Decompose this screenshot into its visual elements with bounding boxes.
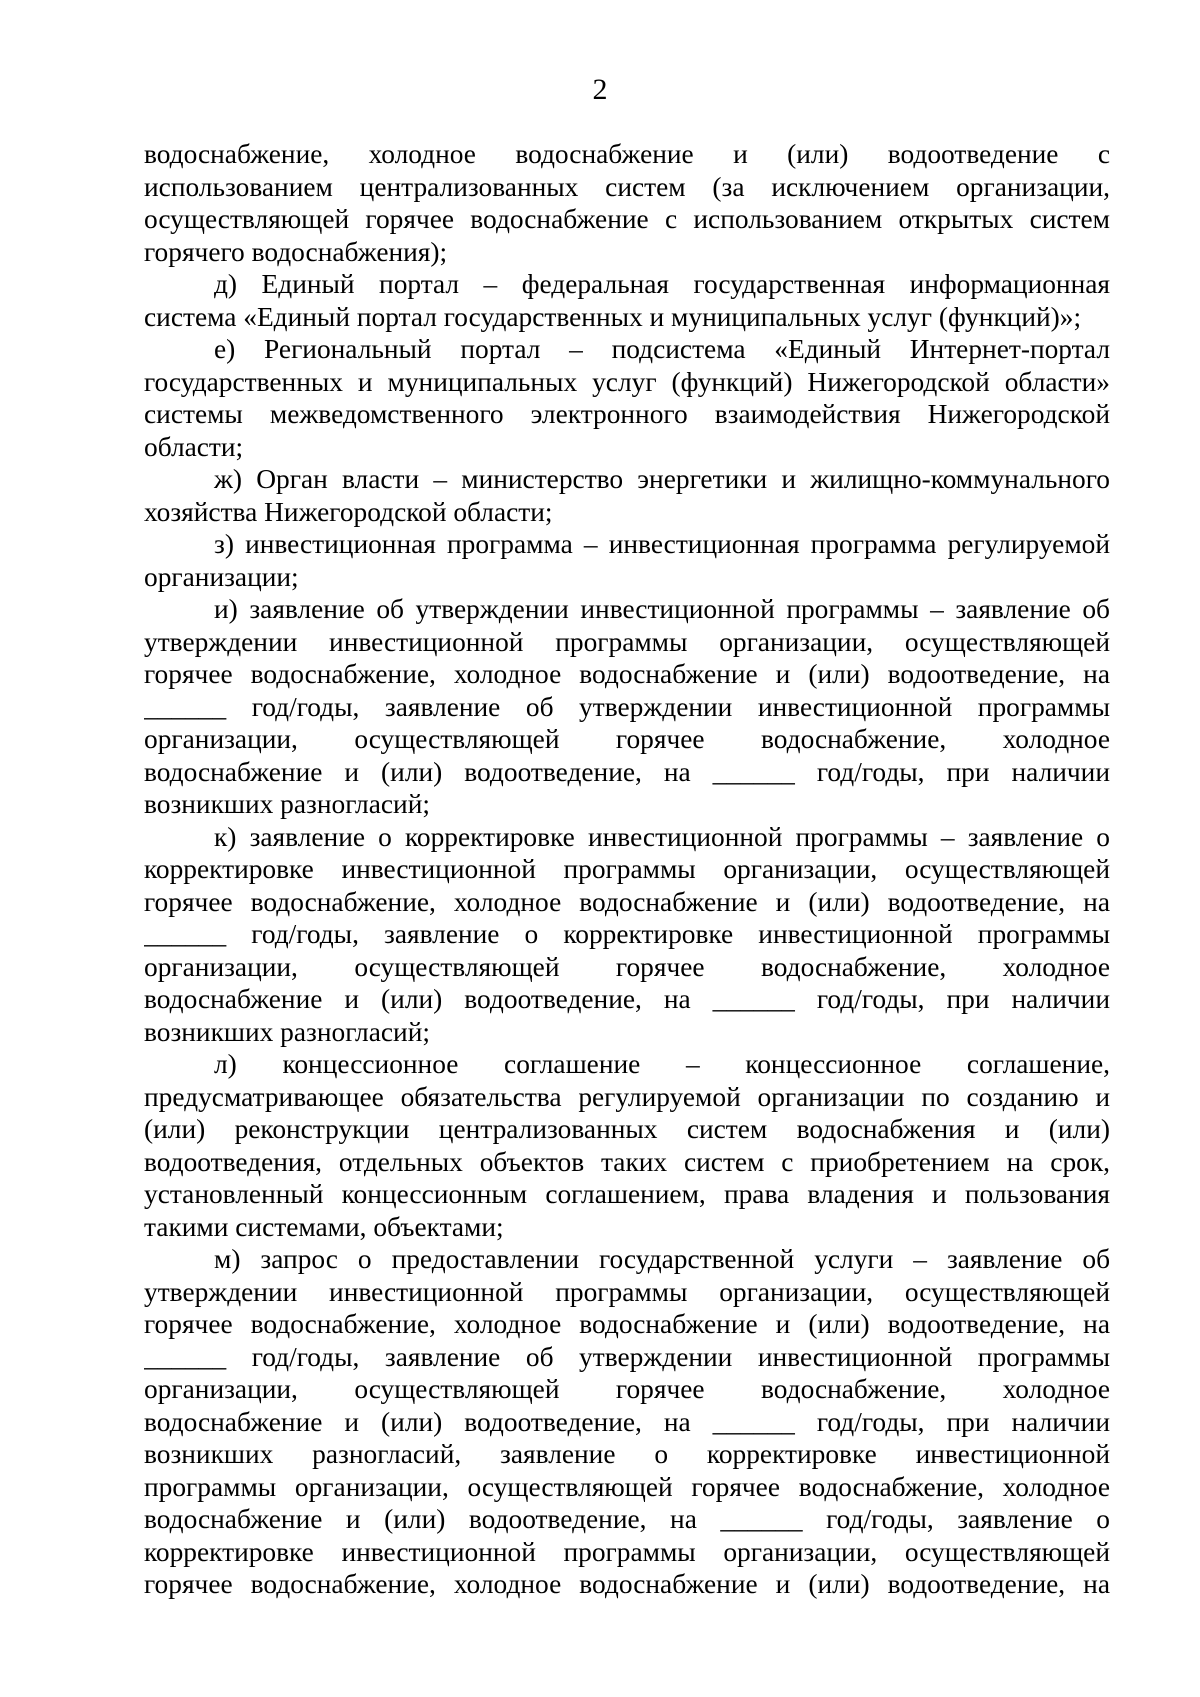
text-line: утверждении инвестиционной программы организации, осуществляющей — [144, 626, 1110, 657]
text-line: л) концессионное соглашение – концессионное соглашение, — [214, 1049, 1110, 1079]
text-line: ж) Орган власти – министерство энергетики и жилищно-коммунального — [214, 464, 1110, 494]
text-line: к) заявление о корректировке инвестиционной программы – заявление о — [214, 821, 1110, 852]
text-line: организации; — [144, 561, 299, 592]
text-line: области; — [144, 431, 244, 462]
text-line: организации, осуществляющей горячее водоснабжение, холодное — [144, 951, 1110, 982]
text-line: ______ год/годы, заявление о корректировке инвестиционной программы — [144, 919, 1110, 949]
text-line: ______ год/годы, заявление об утверждении инвестиционной программы — [144, 1341, 1110, 1372]
text-line: е) Региональный портал – подсистема «Единый Интернет-портал — [214, 334, 1110, 364]
text-line: возникших разногласий; — [144, 789, 430, 819]
text-line: з) инвестиционная программа – инвестиционная программа регулируемой — [214, 529, 1110, 559]
text-line: корректировке инвестиционной программы организации, осуществляющей — [144, 854, 1110, 884]
text-line: горячее водоснабжение, холодное водоснабжение и (или) водоотведение, на — [144, 1569, 1110, 1599]
text-line: водоснабжение, холодное водоснабжение и (или) водоотведение с — [144, 139, 1110, 169]
text-line: система «Единый портал государственных и муниципальных услуг (функций)»; — [144, 301, 1082, 332]
text-line: водоснабжение и (или) водоотведение, на ______ год/годы, заявление о — [144, 1504, 1110, 1534]
text-line: водоснабжение и (или) водоотведение, на ______ год/годы, при наличии — [144, 984, 1110, 1014]
text-line: организации, осуществляющей горячее водоснабжение, холодное — [144, 1374, 1110, 1404]
document-body — [144, 138, 1110, 1601]
text-line: водоснабжение и (или) водоотведение, на ______ год/годы, при наличии — [144, 1406, 1110, 1437]
text-line: государственных и муниципальных услуг (функций) Нижегородской области» — [144, 366, 1110, 397]
text-line: системы межведомственного электронного взаимодействия Нижегородской — [144, 399, 1110, 429]
text-line: программы организации, осуществляющей горячее водоснабжение, холодное — [144, 1471, 1110, 1502]
text-line: ______ год/годы, заявление об утверждении инвестиционной программы — [144, 691, 1110, 722]
text-line: м) запрос о предоставлении государственной услуги – заявление об — [214, 1244, 1110, 1274]
text-line: д) Единый портал – федеральная государственная информационная — [214, 269, 1110, 299]
text-line: горячее водоснабжение, холодное водоснабжение и (или) водоотведение, на — [144, 1309, 1110, 1339]
text-line: горячего водоснабжения); — [144, 236, 448, 267]
text-line: горячее водоснабжение, холодное водоснабжение и (или) водоотведение, на — [144, 886, 1110, 917]
text-line: возникших разногласий, заявление о корректировке инвестиционной — [144, 1439, 1110, 1469]
text-line: организации, осуществляющей горячее водоснабжение, холодное — [144, 724, 1110, 754]
text-line: хозяйства Нижегородской области; — [144, 496, 553, 527]
text-line: предусматривающее обязательства регулируемой организации по созданию и — [144, 1081, 1110, 1112]
text-line: утверждении инвестиционной программы организации, осуществляющей — [144, 1276, 1110, 1307]
text-line: водоснабжение и (или) водоотведение, на ______ год/годы, при наличии — [144, 756, 1110, 787]
text-line: корректировке инвестиционной программы организации, осуществляющей — [144, 1536, 1110, 1567]
text-line: возникших разногласий; — [144, 1016, 430, 1047]
text-line: и) заявление об утверждении инвестиционной программы – заявление об — [214, 594, 1110, 624]
text-line: (или) реконструкции централизованных систем водоснабжения и (или) — [144, 1114, 1110, 1144]
text-line: установленный концессионным соглашением, права владения и пользования — [144, 1179, 1110, 1209]
text-line: горячее водоснабжение, холодное водоснабжение и (или) водоотведение, на — [144, 659, 1110, 689]
text-line: такими системами, объектами; — [144, 1211, 504, 1242]
text-line: осуществляющей горячее водоснабжение с использованием открытых систем — [144, 204, 1110, 234]
text-line: водоотведения, отдельных объектов таких систем с приобретением на срок, — [144, 1146, 1110, 1177]
text-line: использованием централизованных систем (за исключением организации, — [144, 171, 1110, 202]
page-number: 2 — [592, 73, 608, 106]
